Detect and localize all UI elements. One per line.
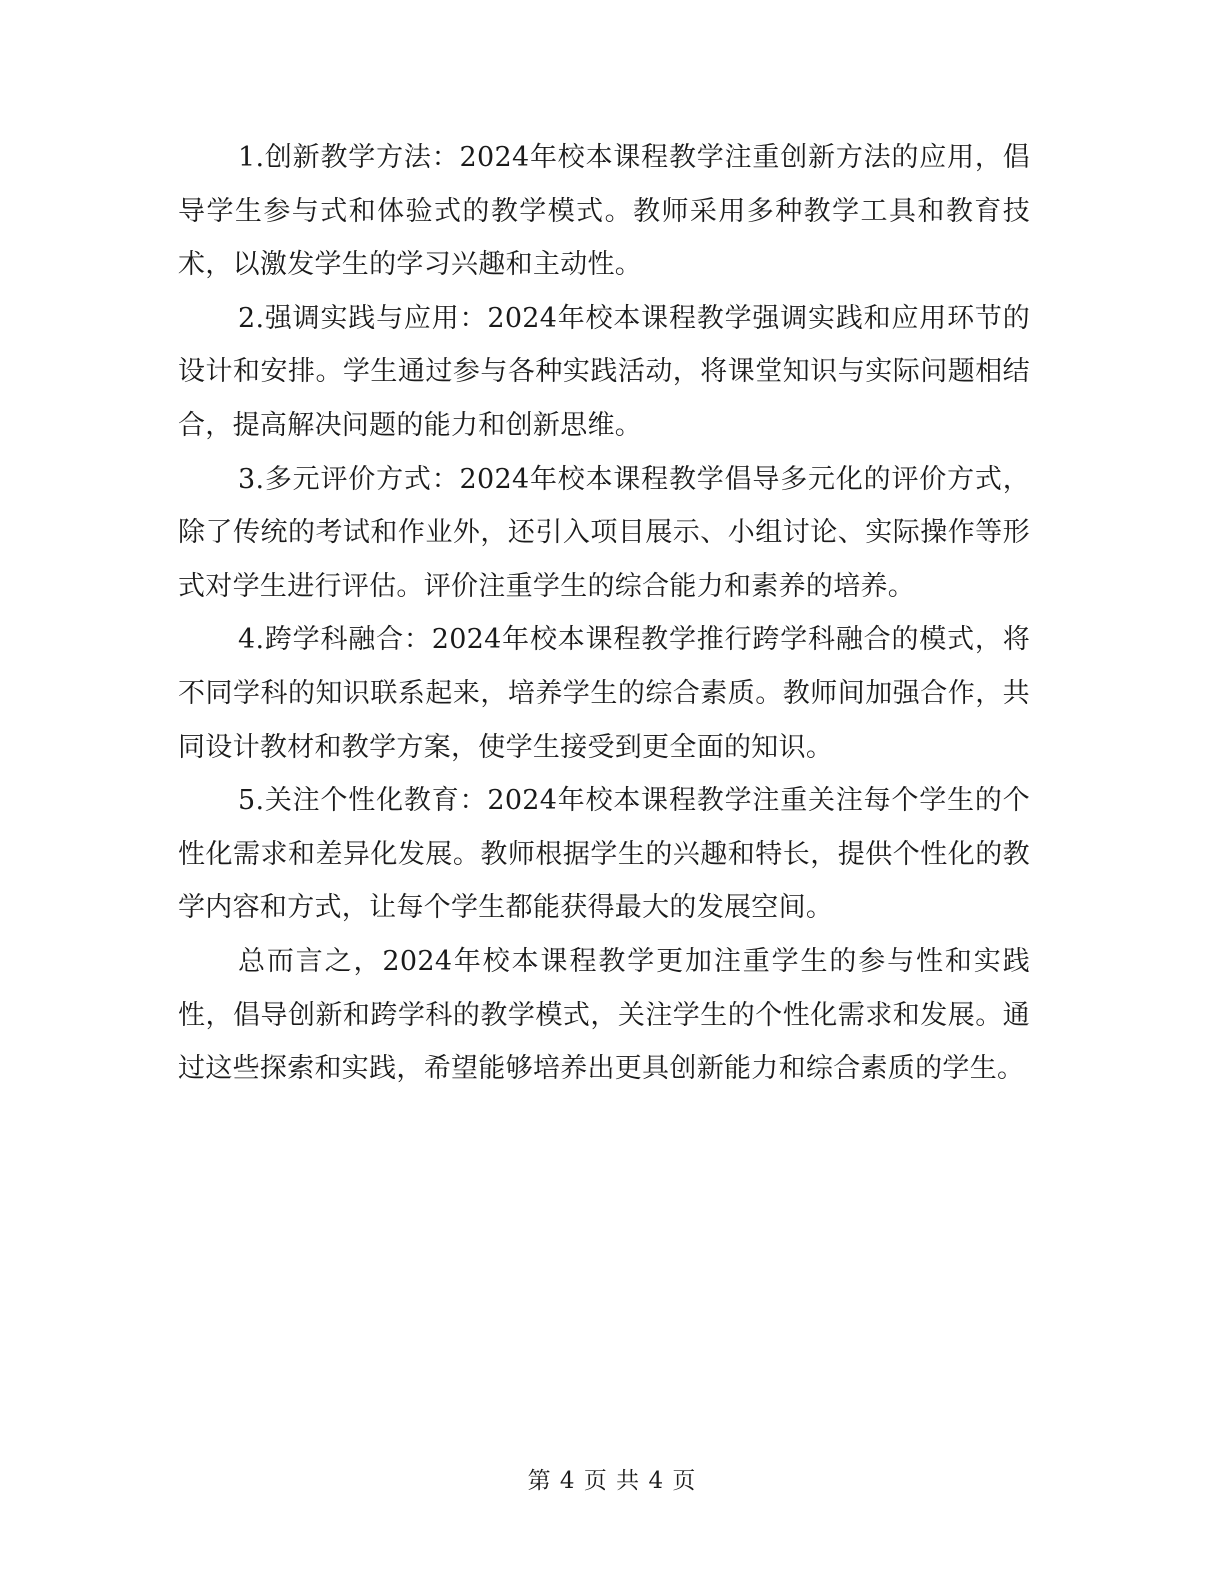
paragraph-innovative-teaching: 1.创新教学方法：2024年校本课程教学注重创新方法的应用，倡导学生参与式和体验式的教学模式。教师采用多种教学工具和教育技术，以激发学生的学习兴趣和主动性。	[178, 142, 1030, 281]
paragraph-diverse-evaluation: 3.多元评价方式：2024年校本课程教学倡导多元化的评价方式，除了传统的考试和作业外，还引入项目展示、小组讨论、实际操作等形式对学生进行评估。评价注重学生的综合能力和素养的培养。	[178, 463, 1030, 602]
page-footer	[0, 1462, 1224, 1495]
paragraph-personalized-education: 5.关注个性化教育：2024年校本课程教学注重关注每个学生的个性化需求和差异化发展。教师根据学生的兴趣和特长，提供个性化的教学内容和方式，让每个学生都能获得最大的发展空间。	[178, 785, 1030, 924]
document-body	[178, 131, 1030, 1096]
paragraph-practice-application: 2.强调实践与应用：2024年校本课程教学强调实践和应用环节的设计和安排。学生通过参与各种实践活动，将课堂知识与实际问题相结合，提高解决问题的能力和创新思维。	[178, 302, 1030, 441]
page-number: 第 4 页 共 4 页	[527, 1468, 697, 1494]
paragraph-conclusion: 总而言之，2024年校本课程教学更加注重学生的参与性和实践性，倡导创新和跨学科的教学模式，关注学生的个性化需求和发展。通过这些探索和实践，希望能够培养出更具创新能力和综合素质的学生。	[178, 945, 1030, 1085]
paragraph-interdisciplinary: 4.跨学科融合：2024年校本课程教学推行跨学科融合的模式，将不同学科的知识联系起来，培养学生的综合素质。教师间加强合作，共同设计教材和教学方案，使学生接受到更全面的知识。	[178, 624, 1030, 763]
